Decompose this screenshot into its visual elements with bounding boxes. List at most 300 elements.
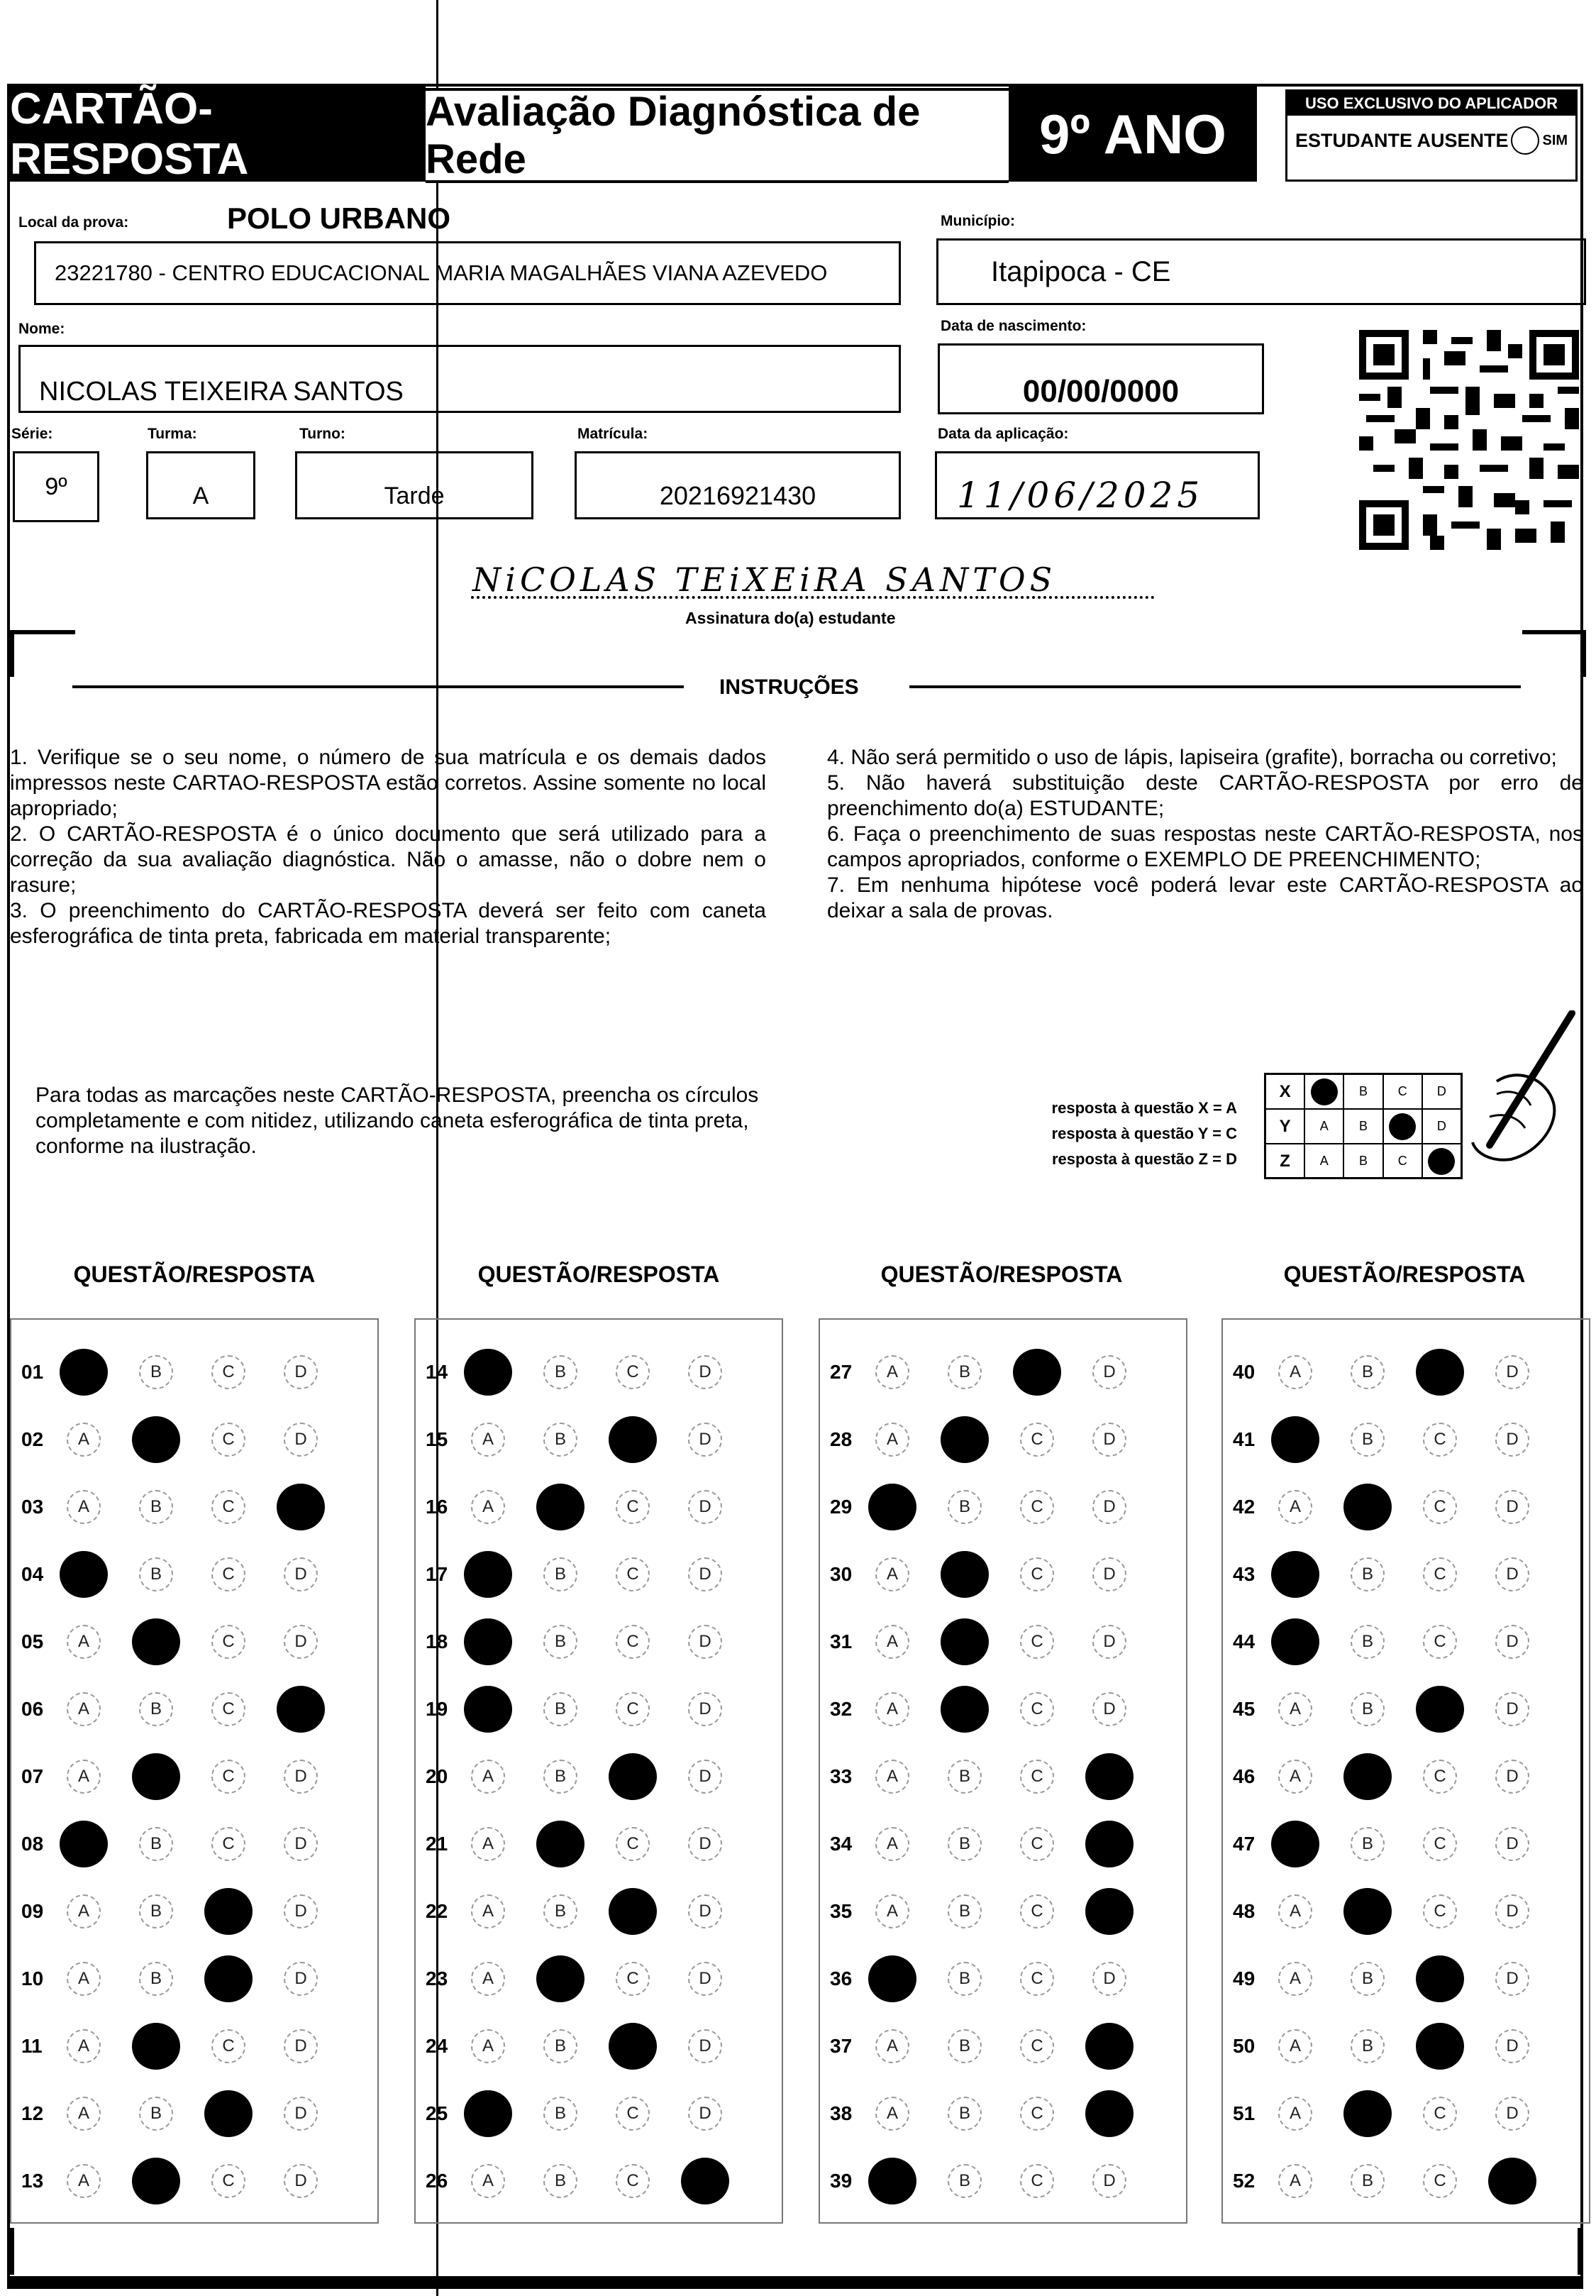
answer-bubble-d[interactable]: D <box>1092 2164 1126 2198</box>
example-bubble: B <box>1344 1110 1383 1143</box>
answer-bubble-d[interactable]: D <box>284 1827 318 1861</box>
instructions-title: INSTRUÇÕES <box>719 675 859 699</box>
corner-mark-bottom-right <box>1568 2228 1582 2275</box>
answer-row <box>820 1486 1186 1528</box>
question-number: 16 <box>426 1496 448 1518</box>
answer-bubble-b[interactable] <box>132 1753 180 1800</box>
answer-bubble-c[interactable]: C <box>1423 1827 1457 1861</box>
question-number: 08 <box>21 1833 44 1855</box>
answer-bubble-a[interactable]: A <box>1278 2097 1312 2131</box>
answer-bubble-c[interactable]: C <box>616 1827 650 1861</box>
answer-bubble-c[interactable] <box>1416 1686 1464 1733</box>
answer-bubble-c[interactable]: C <box>616 1692 650 1726</box>
answer-bubble-c[interactable]: C <box>1020 1692 1054 1726</box>
answer-bubble-c[interactable]: C <box>616 2097 650 2131</box>
answer-bubble-c[interactable]: C <box>1020 1557 1054 1591</box>
answer-row <box>416 2025 782 2068</box>
question-number: 41 <box>1233 1428 1256 1450</box>
answer-bubble-b[interactable]: B <box>948 1355 982 1389</box>
answer-bubble-a[interactable]: A <box>1278 1760 1312 1794</box>
answer-bubble-b[interactable] <box>941 1551 989 1598</box>
answer-bubble-d[interactable]: D <box>284 2097 318 2131</box>
answer-bubble-d[interactable] <box>277 1484 325 1530</box>
column-title-1: QUESTÃO/RESPOSTA <box>73 1262 316 1287</box>
example-legend-z: resposta à questão Z = D <box>1051 1150 1237 1168</box>
question-number: 47 <box>1233 1833 1256 1855</box>
answer-bubble-c[interactable]: C <box>616 2164 650 2198</box>
answer-bubble-b[interactable] <box>536 1484 584 1530</box>
answer-row <box>820 1755 1186 1798</box>
answer-bubble-a[interactable] <box>868 1955 916 2002</box>
answer-bubble-b[interactable]: B <box>1351 1355 1385 1389</box>
answer-row <box>820 1688 1186 1731</box>
answer-bubble-c[interactable]: C <box>1020 1625 1054 1659</box>
answer-row <box>820 1823 1186 1865</box>
answer-bubble-c[interactable]: C <box>1020 2097 1054 2131</box>
answer-bubble-b[interactable]: B <box>948 2097 982 2131</box>
answer-bubble-a[interactable]: A <box>471 1962 505 1996</box>
answer-bubble-d[interactable]: D <box>688 1692 722 1726</box>
signature-handwriting: NiCOLAS TEiXEiRA SANTOS <box>472 561 1057 599</box>
answer-bubble-d[interactable]: D <box>1495 2029 1529 2063</box>
answer-bubble-d[interactable]: D <box>688 1962 722 1996</box>
aplicacao-value: 11/06/2025 <box>957 475 1204 516</box>
answer-bubble-d[interactable]: D <box>284 1625 318 1659</box>
answer-bubble-c[interactable]: C <box>1423 2097 1457 2131</box>
answer-bubble-a[interactable]: A <box>875 1557 909 1591</box>
answer-bubble-c[interactable] <box>204 2090 253 2137</box>
answer-bubble-d[interactable]: D <box>1495 1962 1529 1996</box>
question-number: 04 <box>21 1563 44 1585</box>
answer-bubble-a[interactable]: A <box>1278 1490 1312 1524</box>
answer-bubble-c[interactable] <box>609 2023 657 2070</box>
answer-bubble-c[interactable]: C <box>1020 1894 1054 1928</box>
answer-bubble-d[interactable] <box>1488 2158 1536 2204</box>
answer-bubble-b[interactable]: B <box>543 1557 577 1591</box>
answer-bubble-d[interactable]: D <box>1092 1355 1126 1389</box>
answer-bubble-d[interactable] <box>1085 1753 1134 1800</box>
answer-bubble-a[interactable]: A <box>1278 1894 1312 1928</box>
answer-bubble-a[interactable] <box>464 1686 512 1733</box>
answer-bubble-a[interactable] <box>868 2158 916 2204</box>
answer-bubble-b[interactable]: B <box>543 2029 577 2063</box>
answer-bubble-b[interactable] <box>536 1955 584 2002</box>
answer-bubble-a[interactable]: A <box>875 1692 909 1726</box>
answer-bubble-a[interactable]: A <box>875 2097 909 2131</box>
answer-bubble-b[interactable]: B <box>948 1490 982 1524</box>
answer-bubble-d[interactable]: D <box>1092 1962 1126 1996</box>
answer-bubble-a[interactable] <box>464 1349 512 1396</box>
answer-bubble-a[interactable]: A <box>67 1625 101 1659</box>
example-bubble: C <box>1384 1144 1423 1178</box>
answer-bubble-b[interactable]: B <box>543 2097 577 2131</box>
answer-bubble-a[interactable] <box>464 2090 512 2137</box>
answer-bubble-c[interactable]: C <box>1423 1557 1457 1591</box>
answer-bubble-c[interactable] <box>1013 1349 1061 1396</box>
answer-bubble-b[interactable]: B <box>543 1423 577 1457</box>
answer-bubble-b[interactable]: B <box>139 1962 173 1996</box>
question-number: 20 <box>426 1765 448 1787</box>
answer-bubble-a[interactable]: A <box>67 2097 101 2131</box>
question-number: 48 <box>1233 1900 1256 1922</box>
answer-bubble-d[interactable]: D <box>688 1894 722 1928</box>
school-field <box>34 241 901 305</box>
answer-bubble-d[interactable]: D <box>1092 1625 1126 1659</box>
answer-bubble-c[interactable]: C <box>616 1962 650 1996</box>
answer-bubble-b[interactable]: B <box>543 2164 577 2198</box>
answer-bubble-c[interactable] <box>204 1955 253 2002</box>
answer-row <box>1223 1418 1589 1461</box>
answer-bubble-b[interactable]: B <box>139 1490 173 1524</box>
answer-row <box>820 2092 1186 2135</box>
answer-bubble-a[interactable] <box>1271 1821 1319 1867</box>
answer-bubble-c[interactable]: C <box>211 1355 245 1389</box>
answer-bubble-c[interactable]: C <box>1020 2029 1054 2063</box>
answer-bubble-d[interactable]: D <box>284 1894 318 1928</box>
answer-bubble-c[interactable] <box>204 1888 253 1935</box>
answer-bubble-b[interactable]: B <box>948 1760 982 1794</box>
answer-bubble-d[interactable]: D <box>688 1827 722 1861</box>
answer-bubble-d[interactable]: D <box>1092 1423 1126 1457</box>
example-legend-y: resposta à questão Y = C <box>1051 1125 1237 1142</box>
answer-bubble-d[interactable]: D <box>284 1557 318 1591</box>
answer-bubble-d[interactable]: D <box>688 1625 722 1659</box>
answer-bubble-a[interactable]: A <box>67 1962 101 1996</box>
answer-column-3 <box>819 1318 1187 2224</box>
answer-row <box>11 1553 377 1596</box>
answer-bubble-d[interactable]: D <box>284 1760 318 1794</box>
answer-bubble-c[interactable]: C <box>1020 2164 1054 2198</box>
answer-bubble-b[interactable] <box>941 1618 989 1665</box>
instruction-7: 7. Em nenhuma hipótese você poderá levar este CARTÃO-RESPOSTA ao deixar a sala de provas. <box>827 873 1583 922</box>
answer-bubble-c[interactable]: C <box>1020 1490 1054 1524</box>
answer-bubble-a[interactable]: A <box>471 1423 505 1457</box>
answer-row <box>820 1351 1186 1393</box>
answer-bubble-c[interactable]: C <box>1423 2164 1457 2198</box>
answer-row <box>820 2025 1186 2068</box>
answer-bubble-c[interactable]: C <box>616 1625 650 1659</box>
answer-bubble-a[interactable]: A <box>67 2029 101 2063</box>
serie-field <box>13 451 99 522</box>
question-number: 40 <box>1233 1361 1256 1383</box>
question-number: 05 <box>21 1630 44 1652</box>
column-title-2: QUESTÃO/RESPOSTA <box>477 1262 720 1287</box>
question-number: 30 <box>830 1563 853 1585</box>
answer-bubble-c[interactable] <box>1416 2023 1464 2070</box>
answer-bubble-d[interactable]: D <box>284 2164 318 2198</box>
answer-bubble-d[interactable]: D <box>1495 1423 1529 1457</box>
answer-bubble-c[interactable]: C <box>211 1827 245 1861</box>
answer-bubble-a[interactable] <box>60 1821 108 1867</box>
answer-bubble-a[interactable]: A <box>875 1894 909 1928</box>
answer-bubble-c[interactable]: C <box>1423 1423 1457 1457</box>
answer-bubble-a[interactable] <box>60 1551 108 1598</box>
answer-bubble-d[interactable]: D <box>688 1760 722 1794</box>
answer-bubble-d[interactable]: D <box>688 2029 722 2063</box>
answer-bubble-d[interactable]: D <box>284 1355 318 1389</box>
answer-row <box>820 1553 1186 1596</box>
answer-bubble-c[interactable]: C <box>211 1423 245 1457</box>
answer-row <box>11 2025 377 2068</box>
answer-bubble-b[interactable]: B <box>543 1692 577 1726</box>
answer-bubble-b[interactable]: B <box>139 1557 173 1591</box>
local-label: Local da prova: <box>18 214 129 231</box>
answer-row <box>1223 1755 1589 1798</box>
answer-bubble-b[interactable] <box>132 1618 180 1665</box>
answer-bubble-c[interactable]: C <box>1423 1625 1457 1659</box>
answer-bubble-b[interactable] <box>1343 1753 1392 1800</box>
answer-bubble-d[interactable] <box>681 2158 729 2204</box>
answer-bubble-b[interactable]: B <box>139 1827 173 1861</box>
answer-bubble-b[interactable] <box>941 1686 989 1733</box>
answer-row <box>416 1351 782 1393</box>
answer-bubble-b[interactable]: B <box>1351 1423 1385 1457</box>
answer-bubble-b[interactable]: B <box>139 2097 173 2131</box>
pen-hand-icon <box>1447 1010 1582 1174</box>
example-bubble: A <box>1305 1110 1344 1143</box>
answer-bubble-a[interactable]: A <box>471 1760 505 1794</box>
grade-badge: 9º ANO <box>1009 87 1257 182</box>
answer-bubble-d[interactable]: D <box>1092 1692 1126 1726</box>
answer-bubble-a[interactable]: A <box>67 1423 101 1457</box>
answer-bubble-a[interactable]: A <box>875 1827 909 1861</box>
question-number: 35 <box>830 1900 853 1922</box>
example-bubble: B <box>1344 1075 1383 1108</box>
answer-row <box>416 1621 782 1663</box>
answer-bubble-a[interactable]: A <box>875 1625 909 1659</box>
answer-bubble-a[interactable]: A <box>875 1760 909 1794</box>
answer-bubble-d[interactable] <box>1085 2090 1134 2137</box>
question-number: 37 <box>830 2035 853 2057</box>
answer-bubble-c[interactable]: C <box>616 1490 650 1524</box>
answer-bubble-c[interactable] <box>1416 1955 1464 2002</box>
answer-bubble-d[interactable]: D <box>1495 1760 1529 1794</box>
answer-bubble-a[interactable] <box>868 1484 916 1530</box>
answer-bubble-d[interactable] <box>1085 1821 1134 1867</box>
answer-row <box>1223 2092 1589 2135</box>
answer-bubble-c[interactable]: C <box>211 1692 245 1726</box>
answer-bubble-d[interactable]: D <box>1495 1827 1529 1861</box>
absent-circle[interactable] <box>1511 126 1539 155</box>
answer-bubble-b[interactable] <box>941 1416 989 1463</box>
answer-bubble-c[interactable]: C <box>1020 1827 1054 1861</box>
question-number: 23 <box>426 1967 448 1989</box>
nome-label: Nome: <box>18 321 65 337</box>
answer-bubble-a[interactable] <box>1271 1416 1319 1463</box>
answer-bubble-d[interactable] <box>277 1686 325 1733</box>
answer-bubble-a[interactable]: A <box>875 1423 909 1457</box>
answer-bubble-b[interactable]: B <box>1351 2029 1385 2063</box>
answer-bubble-a[interactable] <box>1271 1618 1319 1665</box>
serie-value: 9º <box>45 473 67 500</box>
answer-bubble-d[interactable]: D <box>284 2029 318 2063</box>
answer-bubble-d[interactable]: D <box>1495 1692 1529 1726</box>
answer-bubble-c[interactable] <box>609 1753 657 1800</box>
absent-sim-label: SIM <box>1542 132 1568 148</box>
example-row-y <box>1266 1110 1461 1144</box>
answer-bubble-b[interactable]: B <box>543 1894 577 1928</box>
answer-row <box>820 1418 1186 1461</box>
answer-row <box>11 1823 377 1865</box>
answer-bubble-d[interactable]: D <box>1092 1490 1126 1524</box>
answer-bubble-a[interactable]: A <box>67 1490 101 1524</box>
answer-row <box>11 1351 377 1393</box>
answer-bubble-a[interactable]: A <box>1278 2164 1312 2198</box>
question-number: 14 <box>426 1361 448 1383</box>
answer-bubble-a[interactable]: A <box>875 2029 909 2063</box>
answer-bubble-c[interactable]: C <box>211 1557 245 1591</box>
answer-bubble-b[interactable] <box>1343 1484 1392 1530</box>
example-key: Y <box>1266 1110 1305 1143</box>
answer-bubble-c[interactable]: C <box>1423 1760 1457 1794</box>
answer-bubble-a[interactable]: A <box>67 1760 101 1794</box>
answer-bubble-a[interactable]: A <box>471 1490 505 1524</box>
answer-bubble-c[interactable]: C <box>616 1557 650 1591</box>
example-fill-c <box>1389 1113 1416 1140</box>
absent-box-title: USO EXCLUSIVO DO APLICADOR <box>1287 92 1575 116</box>
answer-bubble-a[interactable] <box>60 1349 108 1396</box>
question-number: 33 <box>830 1765 853 1787</box>
matricula-label: Matrícula: <box>577 426 648 442</box>
answer-bubble-a[interactable]: A <box>67 1894 101 1928</box>
answer-bubble-d[interactable]: D <box>1495 1355 1529 1389</box>
answer-bubble-b[interactable]: B <box>543 1625 577 1659</box>
answer-row <box>416 1958 782 2000</box>
answer-bubble-d[interactable]: D <box>1495 1625 1529 1659</box>
answer-bubble-b[interactable] <box>1343 1888 1392 1935</box>
matricula-value: 20216921430 <box>659 481 816 510</box>
answer-bubble-d[interactable]: D <box>688 1355 722 1389</box>
answer-bubble-d[interactable]: D <box>1495 1490 1529 1524</box>
answer-bubble-d[interactable]: D <box>1495 1557 1529 1591</box>
answer-bubble-d[interactable] <box>1085 2023 1134 2070</box>
question-number: 06 <box>21 1698 44 1720</box>
answer-bubble-c[interactable]: C <box>211 1760 245 1794</box>
absent-box <box>1285 89 1578 182</box>
answer-bubble-a[interactable] <box>1271 1551 1319 1598</box>
answer-bubble-b[interactable]: B <box>1351 1692 1385 1726</box>
answer-bubble-b[interactable]: B <box>948 2029 982 2063</box>
question-number: 22 <box>426 1900 448 1922</box>
answer-bubble-c[interactable] <box>609 1416 657 1463</box>
answer-bubble-b[interactable]: B <box>1351 1625 1385 1659</box>
answer-bubble-b[interactable]: B <box>543 1760 577 1794</box>
answer-bubble-c[interactable] <box>609 1888 657 1935</box>
absent-label: ESTUDANTE AUSENTE <box>1295 129 1509 151</box>
school-value: 23221780 - CENTRO EDUCACIONAL MARIA MAGALHÃES VIANA AZEVEDO <box>55 260 828 285</box>
answer-bubble-b[interactable]: B <box>948 2164 982 2198</box>
answer-bubble-b[interactable]: B <box>1351 1827 1385 1861</box>
example-key: Z <box>1266 1144 1305 1178</box>
answer-bubble-c[interactable]: C <box>211 2029 245 2063</box>
answer-row <box>416 2092 782 2135</box>
answer-bubble-d[interactable] <box>1085 1888 1134 1935</box>
matricula-field <box>575 451 901 519</box>
answer-bubble-b[interactable]: B <box>543 1355 577 1389</box>
answer-bubble-b[interactable] <box>132 2023 180 2070</box>
answer-row <box>11 1688 377 1731</box>
answer-bubble-a[interactable] <box>464 1551 512 1598</box>
question-number: 26 <box>426 2170 448 2192</box>
answer-bubble-c[interactable]: C <box>616 1355 650 1389</box>
answer-bubble-c[interactable]: C <box>211 1625 245 1659</box>
answer-bubble-c[interactable]: C <box>1423 1490 1457 1524</box>
answer-bubble-b[interactable]: B <box>948 1894 982 1928</box>
answer-bubble-b[interactable]: B <box>1351 2164 1385 2198</box>
example-legend <box>943 1095 1237 1172</box>
answer-bubble-d[interactable]: D <box>1495 2097 1529 2131</box>
answer-bubble-d[interactable]: D <box>1495 1894 1529 1928</box>
answer-bubble-c[interactable]: C <box>1020 1423 1054 1457</box>
question-number: 03 <box>21 1496 44 1518</box>
answer-row <box>1223 1823 1589 1865</box>
answer-bubble-a[interactable]: A <box>471 2164 505 2198</box>
answer-bubble-c[interactable]: C <box>211 2164 245 2198</box>
aplicacao-field <box>935 451 1260 519</box>
answer-bubble-a[interactable]: A <box>471 1894 505 1928</box>
answer-bubble-b[interactable]: B <box>1351 1962 1385 1996</box>
answer-bubble-b[interactable] <box>132 1416 180 1463</box>
answer-bubble-b[interactable] <box>132 2158 180 2204</box>
card-subtitle: Avaliação Diagnóstica de Rede <box>426 88 1009 183</box>
corner-mark-top-right <box>1522 630 1586 677</box>
example-bubble: A <box>1305 1144 1344 1178</box>
question-number: 21 <box>426 1833 448 1855</box>
answer-bubble-a[interactable]: A <box>471 1827 505 1861</box>
answer-bubble-a[interactable]: A <box>1278 1355 1312 1389</box>
turma-value: A <box>192 482 209 509</box>
answer-bubble-a[interactable] <box>464 1618 512 1665</box>
answer-row <box>416 1755 782 1798</box>
answer-bubble-d[interactable]: D <box>284 1423 318 1457</box>
turno-value: Tarde <box>384 482 445 509</box>
question-number: 01 <box>21 1361 44 1383</box>
answer-bubble-c[interactable]: C <box>1020 1760 1054 1794</box>
answer-bubble-a[interactable]: A <box>1278 1692 1312 1726</box>
question-number: 25 <box>426 2102 448 2124</box>
answer-bubble-a[interactable]: A <box>875 1355 909 1389</box>
answer-bubble-a[interactable]: A <box>1278 1962 1312 1996</box>
answer-bubble-c[interactable] <box>1416 1349 1464 1396</box>
answer-bubble-d[interactable]: D <box>688 2097 722 2131</box>
answer-bubble-a[interactable]: A <box>67 1692 101 1726</box>
answer-row <box>416 2160 782 2202</box>
answer-bubble-a[interactable]: A <box>471 2029 505 2063</box>
answer-bubble-d[interactable]: D <box>1092 1557 1126 1591</box>
answer-bubble-b[interactable]: B <box>948 1962 982 1996</box>
answer-bubble-b[interactable] <box>536 1821 584 1867</box>
question-number: 43 <box>1233 1563 1256 1585</box>
answer-bubble-b[interactable]: B <box>139 1692 173 1726</box>
answer-bubble-a[interactable]: A <box>67 2164 101 2198</box>
answer-bubble-b[interactable] <box>1343 2090 1392 2137</box>
answer-bubble-a[interactable]: A <box>1278 2029 1312 2063</box>
answer-bubble-d[interactable]: D <box>688 1423 722 1457</box>
answer-row <box>11 2160 377 2202</box>
answer-bubble-d[interactable]: D <box>284 1962 318 1996</box>
answer-bubble-b[interactable]: B <box>1351 1557 1385 1591</box>
answer-bubble-b[interactable]: B <box>948 1827 982 1861</box>
answer-bubble-c[interactable]: C <box>1020 1962 1054 1996</box>
question-number: 09 <box>21 1900 44 1922</box>
fill-instruction-text: Para todas as marcações neste CARTÃO-RESPOSTA, preencha os círculos completamente e com nitidez, utilizando caneta esferográfica de tinta preta, conforme na ilustração. <box>35 1083 759 1158</box>
answer-bubble-b[interactable]: B <box>139 1894 173 1928</box>
answer-bubble-b[interactable]: B <box>139 1355 173 1389</box>
answer-bubble-c[interactable]: C <box>211 1490 245 1524</box>
answer-bubble-d[interactable]: D <box>688 1490 722 1524</box>
answer-bubble-d[interactable]: D <box>688 1557 722 1591</box>
answer-bubble-c[interactable]: C <box>1423 1894 1457 1928</box>
